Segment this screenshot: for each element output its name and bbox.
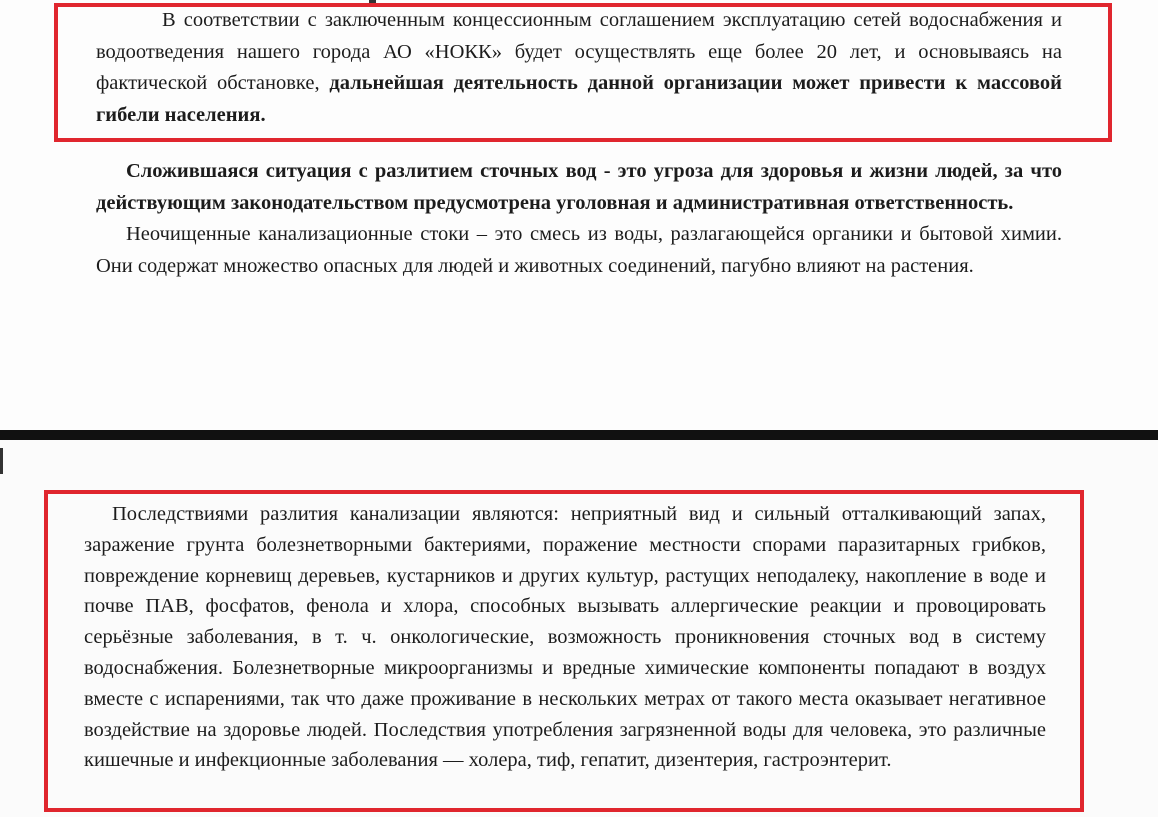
paragraph-untreated-sewage: Неочищенные канализационные стоки – это смесь из воды, разлагающейся органики и бытовой химии. Они содержат множество опасных для людей и животных соединений, пагубно влияют на растения. (96, 223, 1062, 277)
paragraph-bold-text: дальнейшая деятельность данной организации может привести к массовой гибели населения. (96, 72, 1062, 126)
scan-artifact (0, 448, 3, 474)
paragraph-regular-text: В соответствии с заключенным концессионным соглашением эксплуатацию сетей водоснабжения и водоотведения нашего города АО «НОКК» будет осуществлять еще более 20 лет, и основываясь на фактической обстановке, (96, 9, 1062, 94)
paragraphs-threat (96, 156, 1062, 282)
paragraph-consequences-text: Последствиями разлития канализации являются: неприятный вид и сильный отталкивающий запах, заражение грунта болезнетворными бактериями, поражение местности спорами паразитарных грибков, повреждение корневищ деревьев, кустарников и других культур, растущих неподалеку, накопление в воде и почве ПАВ, фосфатов, фенола и хлора, способных вызывать аллергические реакции и провоцировать серьёзные заболевания, в т. ч. онкологические, возможность проникновения сточных вод в систему водоснабжения. Болезнетворные микроорганизмы и вредные химические компоненты попадают в воздух вместе с испарениями, так что даже проживание в нескольких метрах от такого места оказывает негативное воздействие на здоровье людей. Последствия употребления загрязненной воды для человека, это различные кишечные и инфекционные заболевания — холера, тиф, гепатит, дизентерия, гастроэнтерит. (84, 503, 1046, 772)
page-divider (0, 430, 1158, 440)
highlight-box-bottom (44, 490, 1084, 812)
paragraph-threat-bold: Сложившаяся ситуация с разлитием сточных вод - это угроза для здоровья и жизни людей, за что действующим законодательством предусмотрена уголовная и административная ответственность. (96, 160, 1062, 214)
highlight-box-top (54, 3, 1112, 142)
